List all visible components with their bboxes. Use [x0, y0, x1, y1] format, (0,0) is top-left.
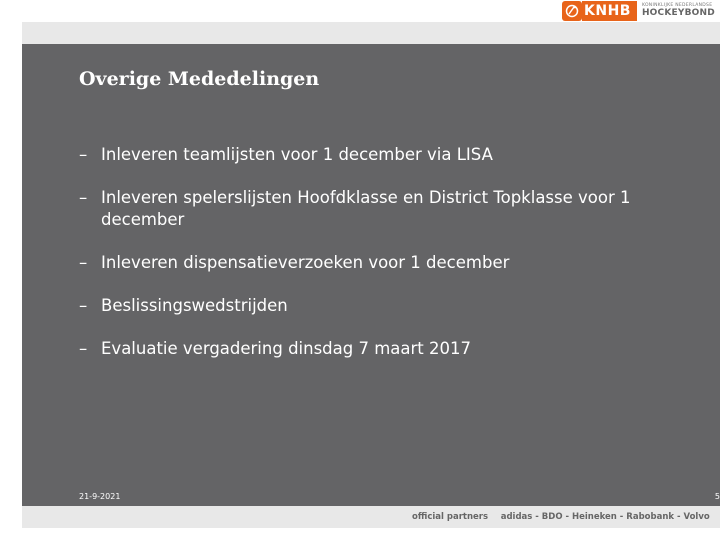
partners-line: [412, 512, 710, 522]
partners-label: official partners: [412, 512, 489, 522]
bullet-item: – Inleveren teamlijsten voor 1 december via LISA: [79, 144, 679, 166]
footer: [0, 506, 720, 540]
slide-date: 21-9-2021: [79, 492, 121, 501]
bullet-item: – Inleveren dispensatieverzoeken voor 1 december: [79, 252, 679, 274]
bullet-item: – Beslissingswedstrijden: [79, 295, 679, 317]
bullet-item: – Inleveren spelerslijsten Hoofdklasse en District Topklasse voor 1 december: [79, 187, 679, 231]
bullet-list: [79, 144, 679, 381]
logo-name: KNHB: [582, 1, 637, 21]
header-band: [22, 22, 720, 44]
bullet-item: – Evaluatie vergadering dinsdag 7 maart 2017: [79, 338, 679, 360]
knhb-logo: [562, 1, 715, 21]
page-number: 5: [714, 492, 720, 501]
hockey-logo-icon: [562, 1, 582, 21]
logo-subtitle: KONINKLIJKE NEDERLANDSE: [641, 2, 713, 8]
partners-list: adidas - BDO - Heineken - Rabobank - Volvo: [500, 512, 710, 522]
logo-text: [642, 4, 715, 19]
slide-title: Overige Mededelingen: [79, 68, 320, 90]
top-bar: [0, 0, 720, 22]
slide-panel: [22, 44, 720, 506]
logo-title: HOCKEYBOND: [641, 8, 715, 19]
